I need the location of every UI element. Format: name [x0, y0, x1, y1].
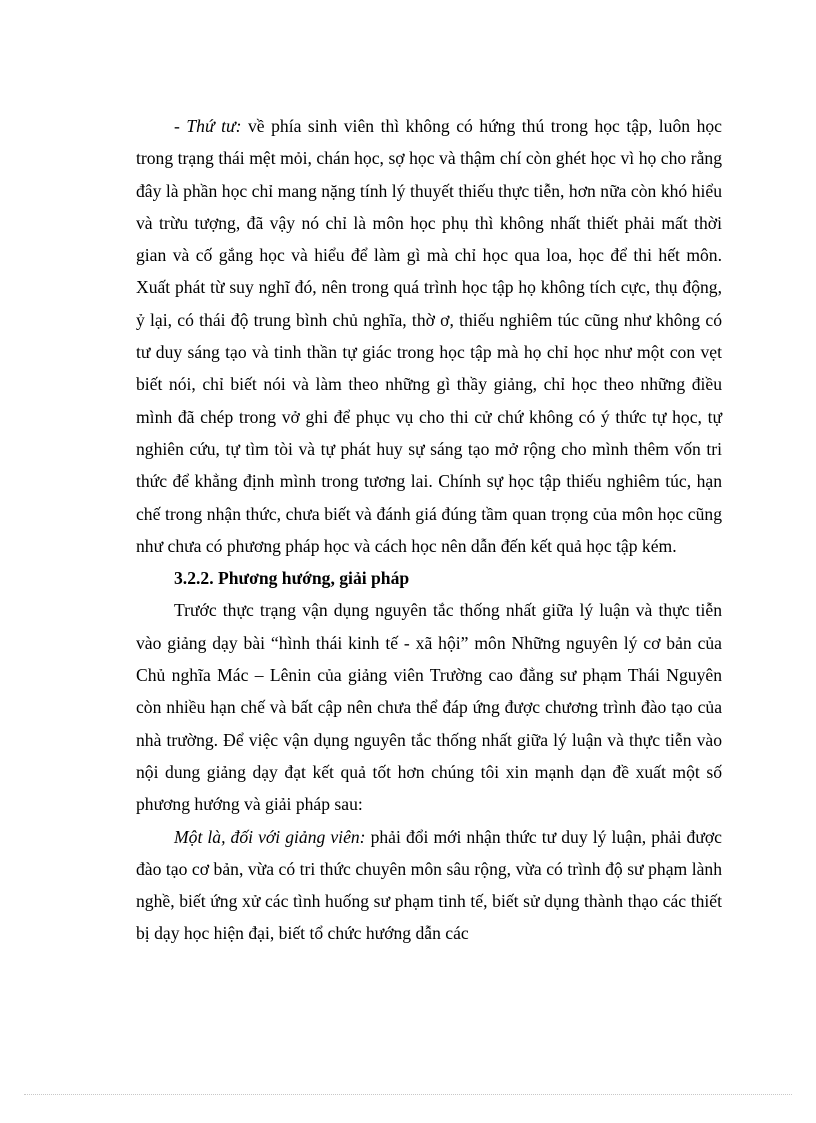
- paragraph-label-mot-la: Một là, đối với giảng viên:: [174, 826, 366, 847]
- paragraph-thu-tu: - Thứ tư: về phía sinh viên thì không có hứng thú trong học tập, luôn học trong trạng thái mệt mỏi, chán học, sợ học và thậm chí còn ghét học vì họ cho rằng đây là phần học chỉ mang nặng tính lý thuyết thiếu thực tiễn, hơn nữa còn khó hiểu và trừu tượng, đã vậy nó chỉ là môn học phụ thì không nhất thiết phải mất thời gian và cố gắng học và hiểu để làm gì mà chỉ học qua loa, học để thi hết môn. Xuất phát từ suy nghĩ đó, nên trong quá trình học tập họ không tích cực, thụ động, ỷ lại, có thái độ trung bình chủ nghĩa, thờ ơ, thiếu nghiêm túc cũng như không có tư duy sáng tạo và tinh thần tự giác trong học tập mà họ chỉ học như một con vẹt biết nói, chỉ biết nói và làm theo những gì thầy giảng, chỉ học theo những điều mình đã chép trong vở ghi để phục vụ cho thi cử chứ không có ý thức tự học, tự nghiên cứu, tự tìm tòi và tự phát huy sự sáng tạo mở rộng cho mình thêm vốn tri thức để khẳng định mình trong tương lai. Chính sự học tập thiếu nghiêm túc, hạn chế trong nhận thức, chưa biết và đánh giá đúng tầm quan trọng của môn học cũng như chưa có phương pháp học và cách học nên dẫn đến kết quả học tập kém.: [136, 116, 722, 556]
- paragraph-label-thu-tu: Thứ tư:: [186, 116, 242, 136]
- paragraph-truoc-thuc-trang: Trước thực trạng vận dụng nguyên tắc thống nhất giữa lý luận và thực tiễn vào giảng dạy bài “hình thái kinh tế - xã hội” môn Những nguyên lý cơ bản của Chủ nghĩa Mác – Lênin của giảng viên Trường cao đẳng sư phạm Thái Nguyên còn nhiều hạn chế và bất cập nên chưa thể đáp ứng được chương trình đào tạo của nhà trường. Để việc vận dụng nguyên tắc thống nhất giữa lý luận và thực tiễn vào nội dung giảng dạy đạt kết quả tốt hơn chúng tôi xin mạnh dạn đề xuất một số phương hướng và giải pháp sau:: [136, 600, 722, 815]
- section-heading: 3.2.2. Phương hướng, giải pháp: [174, 568, 410, 589]
- paragraph-text-mot-la: phải đổi mới nhận thức tư duy lý luận, phải được đào tạo cơ bản, vừa có tri thức chuyên môn sâu rộng, vừa có trình độ sư phạm lành nghề, biết ứng xử các tình huống sư phạm tinh tế, biết sử dụng thành thạo các thiết bị dạy học hiện đại, biết tổ chức hướng dẫn các: [136, 826, 722, 944]
- paragraph-mot-la: [136, 821, 722, 950]
- document-body: [136, 110, 722, 950]
- paragraph-text-thu-tu: về phía sinh viên thì không có hứng thú trong học tập, luôn học trong trạng thái mệt mỏi, chán học, sợ học và thậm chí còn ghét học vì họ cho rằng đây là phần học chỉ mang nặng tính lý thuyết thiếu thực tiễn, hơn nữa còn khó hiểu và trừu tượng, đã vậy nó chỉ là môn học phụ thì không nhất thiết phải mất thời gian và cố gắng học và hiểu để làm gì mà chỉ học qua loa, học để thi hết môn. Xuất phát từ suy nghĩ đó, nên trong quá trình học tập họ không tích cực, thụ động, ỷ lại, có thái độ trung bình chủ nghĩa, thờ ơ, thiếu nghiêm túc cũng như không có tư duy sáng tạo và tinh thần tự giác trong học tập mà họ chỉ học như một con vẹt biết nói, chỉ biết nói và làm theo những gì thầy giảng, chỉ học theo những điều mình đã chép trong vở ghi để phục vụ cho thi cử chứ không có ý thức tự học, tự nghiên cứu, tự tìm tòi và tự phát huy sự sáng tạo mở rộng cho mình thêm vốn tri thức để khẳng định mình trong tương lai. Chính sự học tập thiếu nghiêm túc, hạn chế trong nhận thức, chưa biết và đánh giá đúng tầm quan trọng của môn học cũng như chưa có phương pháp học và cách học nên dẫn đến kết quả học tập kém.: [136, 116, 722, 556]
- footer-dotted-rule: [24, 1094, 792, 1095]
